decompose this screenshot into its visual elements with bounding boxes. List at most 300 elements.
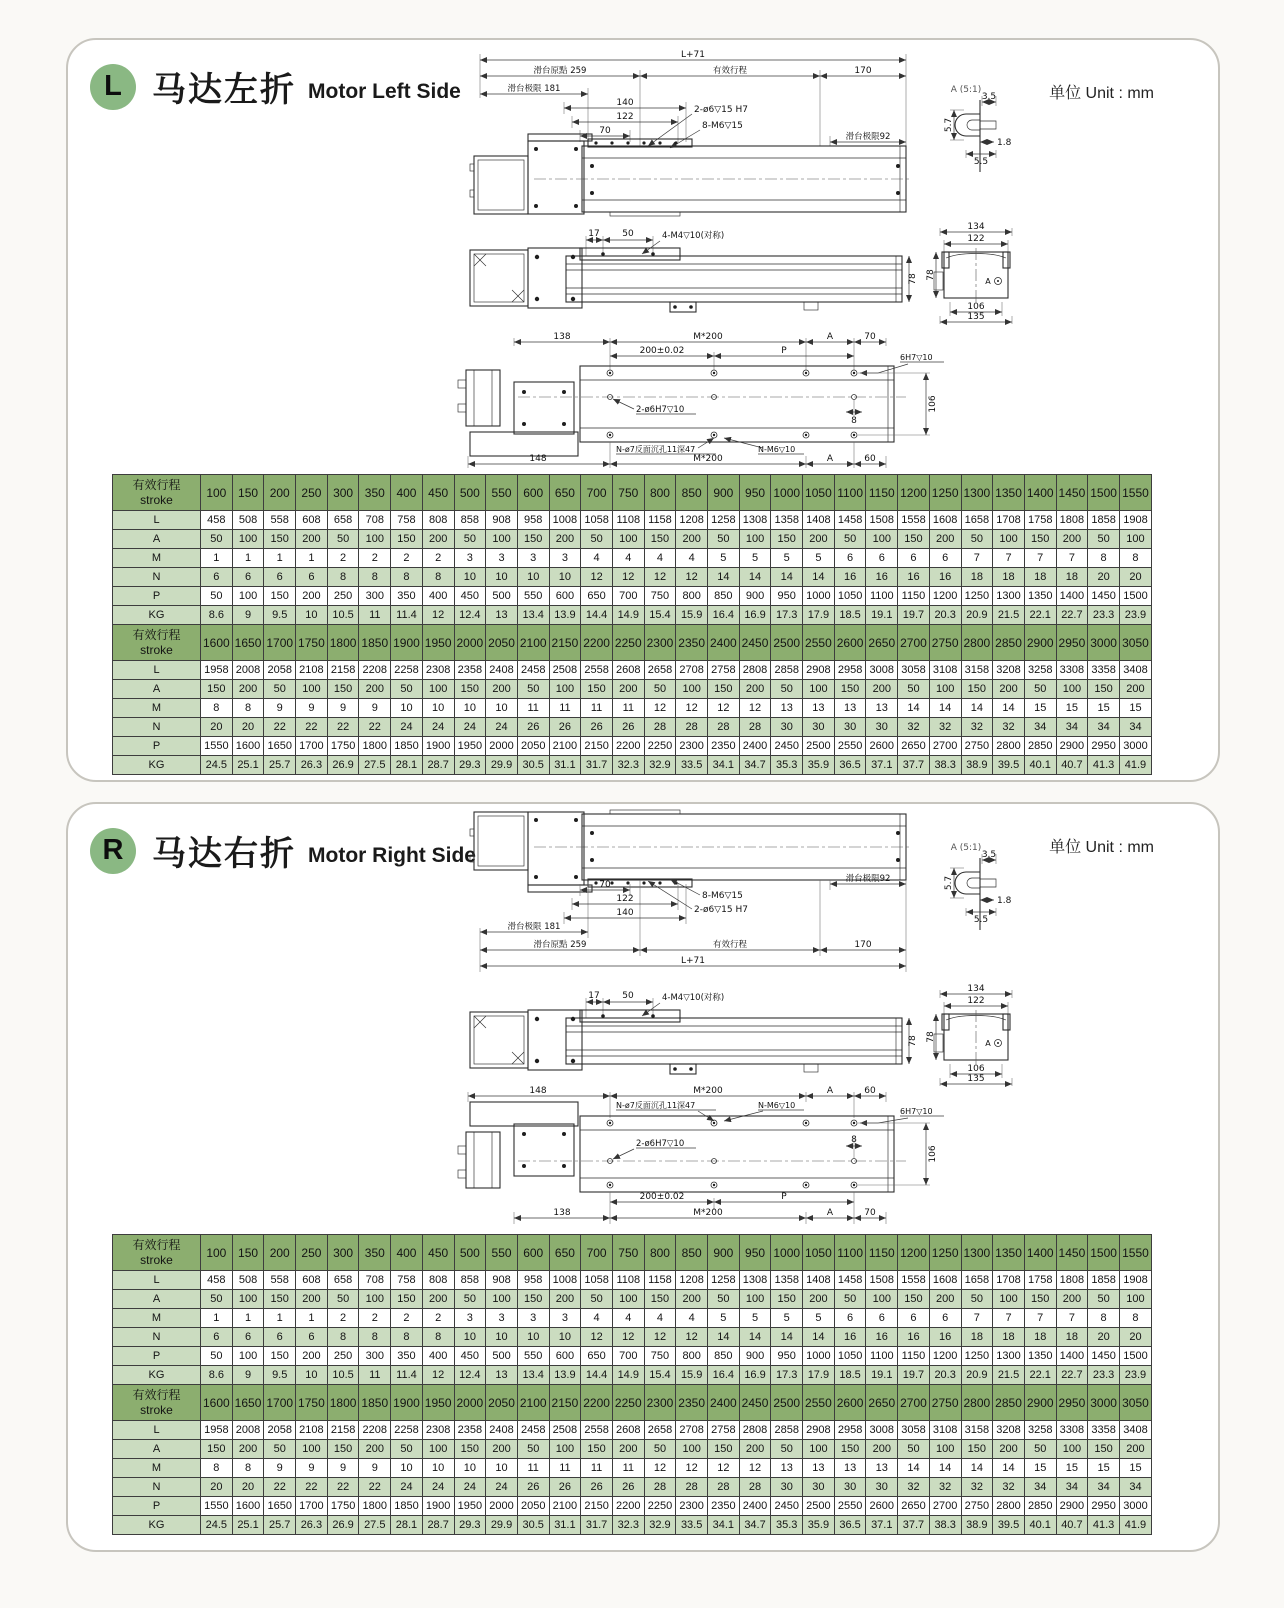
value-cell: 28 [708, 718, 740, 737]
stroke-value-cell: 2200 [581, 1385, 613, 1421]
value-cell: 24 [454, 1478, 486, 1497]
value-cell: 50 [708, 530, 740, 549]
value-cell: 30 [803, 718, 835, 737]
value-cell: 650 [581, 1347, 613, 1366]
value-cell: 24 [422, 1478, 454, 1497]
value-cell: 2850 [1024, 737, 1056, 756]
value-cell: 16 [866, 1328, 898, 1347]
value-cell: 28 [676, 1478, 708, 1497]
top-view-drawing [466, 986, 918, 1086]
value-cell: 4 [612, 1309, 644, 1328]
svg-text:138: 138 [553, 332, 571, 342]
value-cell: 2750 [961, 1497, 993, 1516]
spec-row-P [113, 587, 1152, 606]
section-badge: R [90, 828, 136, 874]
spec-row-P [113, 737, 1152, 756]
stroke-value-cell: 1050 [803, 475, 835, 511]
value-cell: 25.7 [264, 756, 296, 775]
svg-text:滑台极限 181: 滑台极限 181 [507, 922, 561, 932]
value-cell: 15.9 [676, 1366, 708, 1385]
stroke-value-cell: 2350 [676, 1385, 708, 1421]
value-cell: 34.1 [708, 1516, 740, 1535]
value-cell: 1200 [929, 587, 961, 606]
stroke-value-cell: 2000 [454, 625, 486, 661]
value-cell: 150 [898, 530, 930, 549]
value-cell: 20.9 [961, 606, 993, 625]
value-cell: 35.3 [771, 756, 803, 775]
section-header [90, 826, 476, 875]
value-cell: 39.5 [993, 756, 1025, 775]
value-cell: 2900 [1056, 737, 1088, 756]
value-cell: 2800 [993, 737, 1025, 756]
svg-text:滑台极限92: 滑台极限92 [845, 132, 891, 142]
section-badge: L [90, 64, 136, 110]
svg-text:滑台极限92: 滑台极限92 [845, 874, 891, 884]
value-cell: 7 [961, 1309, 993, 1328]
section-header [90, 62, 461, 111]
value-cell: 200 [676, 530, 708, 549]
svg-text:138: 138 [553, 1208, 571, 1218]
value-cell: 2700 [929, 1497, 961, 1516]
value-cell: 1600 [232, 1497, 264, 1516]
value-cell: 400 [422, 1347, 454, 1366]
svg-text:8-M6▽15: 8-M6▽15 [702, 891, 743, 901]
stroke-value-cell: 1650 [232, 1385, 264, 1421]
value-cell: 8 [1088, 549, 1120, 568]
value-cell: 38.3 [929, 1516, 961, 1535]
value-cell: 18 [1056, 1328, 1088, 1347]
value-cell: 1400 [1056, 1347, 1088, 1366]
value-cell: 41.9 [1119, 756, 1151, 775]
value-cell: 4 [581, 549, 613, 568]
value-cell: 21.5 [993, 606, 1025, 625]
value-cell: 8 [359, 568, 391, 587]
value-cell: 350 [391, 1347, 423, 1366]
value-cell: 10 [422, 1459, 454, 1478]
value-cell: 1 [201, 1309, 233, 1328]
value-cell: 2758 [708, 661, 740, 680]
value-cell: 20 [201, 1478, 233, 1497]
stroke-value-cell: 350 [359, 475, 391, 511]
value-cell: 150 [644, 530, 676, 549]
value-cell: 2450 [771, 1497, 803, 1516]
value-cell: 2 [327, 549, 359, 568]
value-cell: 6 [296, 1328, 328, 1347]
value-cell: 2308 [422, 661, 454, 680]
value-cell: 26 [612, 718, 644, 737]
value-cell: 150 [708, 1440, 740, 1459]
value-cell: 100 [296, 680, 328, 699]
value-cell: 200 [1056, 530, 1088, 549]
value-cell: 2058 [264, 661, 296, 680]
stroke-value-cell: 2050 [486, 625, 518, 661]
value-cell: 22 [327, 718, 359, 737]
row-label-cell: A [113, 1440, 201, 1459]
value-cell: 25.1 [232, 756, 264, 775]
value-cell: 1 [201, 549, 233, 568]
value-cell: 16 [866, 568, 898, 587]
value-cell: 958 [517, 1271, 549, 1290]
value-cell: 22 [359, 718, 391, 737]
spec-row-P [113, 1497, 1152, 1516]
value-cell: 100 [422, 680, 454, 699]
value-cell: 13 [771, 699, 803, 718]
value-cell: 558 [264, 1271, 296, 1290]
value-cell: 26 [549, 1478, 581, 1497]
stroke-value-cell: 1250 [929, 475, 961, 511]
value-cell: 20.9 [961, 1366, 993, 1385]
value-cell: 200 [296, 1290, 328, 1309]
value-cell: 26 [581, 1478, 613, 1497]
value-cell: 1808 [1056, 511, 1088, 530]
value-cell: 3058 [898, 661, 930, 680]
stroke-value-cell: 2250 [612, 1385, 644, 1421]
value-cell: 14 [898, 1459, 930, 1478]
value-cell: 9 [264, 1459, 296, 1478]
stroke-value-cell: 2500 [771, 1385, 803, 1421]
svg-text:P: P [781, 1192, 787, 1202]
stroke-value-cell: 3000 [1088, 1385, 1120, 1421]
value-cell: 1408 [803, 511, 835, 530]
value-cell: 2158 [327, 1421, 359, 1440]
value-cell: 3308 [1056, 661, 1088, 680]
value-cell: 200 [929, 1290, 961, 1309]
value-cell: 7 [993, 1309, 1025, 1328]
value-cell: 33.5 [676, 1516, 708, 1535]
stroke-value-cell: 2900 [1024, 1385, 1056, 1421]
stroke-value-cell: 150 [232, 475, 264, 511]
value-cell: 50 [898, 680, 930, 699]
value-cell: 2408 [486, 661, 518, 680]
svg-text:5.7: 5.7 [944, 875, 954, 891]
value-cell: 12 [676, 699, 708, 718]
panel-motor-right [66, 802, 1220, 1552]
value-cell: 26 [517, 1478, 549, 1497]
value-cell: 1850 [391, 737, 423, 756]
value-cell: 2808 [739, 661, 771, 680]
value-cell: 1458 [834, 1271, 866, 1290]
value-cell: 100 [612, 1290, 644, 1309]
value-cell: 100 [232, 1290, 264, 1309]
value-cell: 2258 [391, 661, 423, 680]
value-cell: 2508 [549, 1421, 581, 1440]
stroke-value-cell: 500 [454, 475, 486, 511]
value-cell: 17.3 [771, 606, 803, 625]
value-cell: 2200 [612, 737, 644, 756]
value-cell: 2658 [644, 661, 676, 680]
value-cell: 39.5 [993, 1516, 1025, 1535]
stroke-value-cell: 1800 [327, 625, 359, 661]
value-cell: 658 [327, 511, 359, 530]
value-cell: 22.1 [1024, 606, 1056, 625]
value-cell: 200 [612, 1440, 644, 1459]
value-cell: 19.7 [898, 1366, 930, 1385]
value-cell: 100 [803, 680, 835, 699]
value-cell: 34 [1088, 718, 1120, 737]
stroke-value-cell: 1350 [993, 1235, 1025, 1271]
svg-text:135: 135 [967, 312, 985, 322]
value-cell: 20 [232, 1478, 264, 1497]
value-cell: 400 [422, 587, 454, 606]
stroke-value-cell: 650 [549, 475, 581, 511]
value-cell: 3 [549, 1309, 581, 1328]
value-cell: 14 [803, 568, 835, 587]
value-cell: 1508 [866, 511, 898, 530]
value-cell: 3 [517, 549, 549, 568]
value-cell: 3208 [993, 1421, 1025, 1440]
stroke-value-cell: 700 [581, 475, 613, 511]
value-cell: 1208 [676, 511, 708, 530]
svg-text:70: 70 [599, 126, 611, 136]
value-cell: 8 [232, 699, 264, 718]
stroke-value-cell: 1250 [929, 1235, 961, 1271]
value-cell: 12 [644, 1459, 676, 1478]
value-cell: 16.4 [708, 1366, 740, 1385]
value-cell: 7 [961, 549, 993, 568]
value-cell: 100 [296, 1440, 328, 1459]
value-cell: 458 [201, 511, 233, 530]
value-cell: 1550 [201, 1497, 233, 1516]
stroke-value-cell: 850 [676, 475, 708, 511]
svg-text:5.5: 5.5 [973, 157, 989, 167]
value-cell: 20 [1088, 1328, 1120, 1347]
value-cell: 150 [264, 1347, 296, 1366]
value-cell: 13.4 [517, 1366, 549, 1385]
plan-view-drawing [458, 330, 958, 470]
value-cell: 100 [929, 680, 961, 699]
value-cell: 850 [708, 1347, 740, 1366]
value-cell: 600 [549, 587, 581, 606]
value-cell: 50 [708, 1290, 740, 1309]
value-cell: 15.4 [644, 606, 676, 625]
value-cell: 2458 [517, 661, 549, 680]
stroke-value-cell: 1400 [1024, 475, 1056, 511]
stroke-value-cell: 2400 [708, 625, 740, 661]
value-cell: 1108 [612, 511, 644, 530]
value-cell: 50 [264, 680, 296, 699]
value-cell: 958 [517, 511, 549, 530]
value-cell: 3408 [1119, 1421, 1151, 1440]
value-cell: 14 [739, 1328, 771, 1347]
value-cell: 11 [359, 606, 391, 625]
svg-text:148: 148 [529, 1086, 547, 1096]
value-cell: 12 [644, 699, 676, 718]
value-cell: 1300 [993, 1347, 1025, 1366]
stroke-value-cell: 250 [296, 1235, 328, 1271]
stroke-value-cell: 2800 [961, 625, 993, 661]
value-cell: 900 [739, 587, 771, 606]
stroke-value-cell: 1300 [961, 475, 993, 511]
value-cell: 18 [993, 568, 1025, 587]
value-cell: 16 [834, 1328, 866, 1347]
value-cell: 34 [1119, 718, 1151, 737]
value-cell: 7 [1024, 1309, 1056, 1328]
value-cell: 29.9 [486, 756, 518, 775]
svg-text:M*200: M*200 [693, 454, 723, 464]
svg-text:106: 106 [928, 395, 938, 413]
value-cell: 858 [454, 511, 486, 530]
stroke-value-cell: 2100 [517, 625, 549, 661]
value-cell: 2858 [771, 661, 803, 680]
value-cell: 600 [549, 1347, 581, 1366]
value-cell: 8 [1119, 1309, 1151, 1328]
spec-row-M [113, 699, 1152, 718]
value-cell: 50 [961, 530, 993, 549]
value-cell: 23.9 [1119, 606, 1151, 625]
value-cell: 6 [201, 1328, 233, 1347]
value-cell: 23.3 [1088, 606, 1120, 625]
value-cell: 9 [359, 1459, 391, 1478]
value-cell: 20.3 [929, 606, 961, 625]
svg-text:78: 78 [926, 269, 936, 281]
spec-row-KG [113, 1516, 1152, 1535]
stroke-value-cell: 2650 [866, 625, 898, 661]
svg-text:200±0.02: 200±0.02 [639, 1192, 685, 1202]
svg-text:60: 60 [864, 454, 876, 464]
value-cell: 37.7 [898, 1516, 930, 1535]
spec-row-A [113, 680, 1152, 699]
value-cell: 14 [961, 1459, 993, 1478]
value-cell: 28.7 [422, 756, 454, 775]
spec-row-KG [113, 1366, 1152, 1385]
value-cell: 32.9 [644, 1516, 676, 1535]
value-cell: 28.1 [391, 756, 423, 775]
value-cell: 850 [708, 587, 740, 606]
value-cell: 19.7 [898, 606, 930, 625]
value-cell: 30.5 [517, 756, 549, 775]
svg-text:滑台原點 259: 滑台原點 259 [533, 66, 587, 76]
svg-text:N-ø7反面沉孔11深47: N-ø7反面沉孔11深47 [616, 445, 696, 454]
value-cell: 16 [929, 568, 961, 587]
value-cell: 800 [676, 1347, 708, 1366]
stroke-value-cell: 1650 [232, 625, 264, 661]
value-cell: 200 [359, 680, 391, 699]
value-cell: 4 [644, 549, 676, 568]
stroke-value-cell: 1800 [327, 1385, 359, 1421]
value-cell: 2050 [517, 737, 549, 756]
value-cell: 8.6 [201, 1366, 233, 1385]
svg-text:L+71: L+71 [680, 50, 706, 60]
value-cell: 14 [961, 699, 993, 718]
value-cell: 2358 [454, 1421, 486, 1440]
value-cell: 1758 [1024, 511, 1056, 530]
value-cell: 14 [771, 1328, 803, 1347]
value-cell: 150 [708, 680, 740, 699]
value-cell: 32 [961, 718, 993, 737]
value-cell: 34 [1119, 1478, 1151, 1497]
value-cell: 36.5 [834, 756, 866, 775]
value-cell: 10 [549, 1328, 581, 1347]
value-cell: 8 [422, 1328, 454, 1347]
stroke-value-cell: 2700 [898, 1385, 930, 1421]
svg-text:134: 134 [967, 984, 985, 994]
value-cell: 9 [327, 1459, 359, 1478]
value-cell: 10 [296, 1366, 328, 1385]
value-cell: 200 [549, 530, 581, 549]
value-cell: 15 [1024, 1459, 1056, 1478]
stroke-value-cell: 2550 [803, 1385, 835, 1421]
value-cell: 28 [739, 718, 771, 737]
value-cell: 50 [581, 1290, 613, 1309]
stroke-value-cell: 350 [359, 1235, 391, 1271]
value-cell: 100 [232, 587, 264, 606]
value-cell: 8 [1119, 549, 1151, 568]
value-cell: 18 [961, 1328, 993, 1347]
spec-row-KG [113, 606, 1152, 625]
svg-text:135: 135 [967, 1074, 985, 1084]
value-cell: 2 [327, 1309, 359, 1328]
value-cell: 16 [929, 1328, 961, 1347]
value-cell: 3108 [929, 661, 961, 680]
stroke-value-cell: 2000 [454, 1385, 486, 1421]
section-title-en: Motor Right Side [308, 843, 476, 867]
svg-text:3.5: 3.5 [981, 850, 997, 860]
svg-text:122: 122 [616, 894, 634, 904]
value-cell: 150 [454, 680, 486, 699]
value-cell: 37.1 [866, 756, 898, 775]
value-cell: 2208 [359, 1421, 391, 1440]
value-cell: 150 [264, 530, 296, 549]
stroke-value-cell: 1900 [391, 625, 423, 661]
value-cell: 900 [739, 1347, 771, 1366]
spec-row-A [113, 530, 1152, 549]
value-cell: 1150 [898, 1347, 930, 1366]
stroke-value-cell: 1150 [866, 475, 898, 511]
value-cell: 1 [232, 549, 264, 568]
stroke-header-cell: 有效行程 stroke [113, 475, 201, 511]
value-cell: 18.5 [834, 606, 866, 625]
value-cell: 13 [803, 1459, 835, 1478]
svg-text:A: A [985, 1039, 991, 1048]
value-cell: 750 [644, 587, 676, 606]
value-cell: 13 [486, 1366, 518, 1385]
value-cell: 2008 [232, 661, 264, 680]
stroke-value-cell: 2750 [929, 625, 961, 661]
svg-text:N-ø7反面沉孔11深47: N-ø7反面沉孔11深47 [616, 1101, 696, 1110]
value-cell: 12 [739, 699, 771, 718]
value-cell: 50 [961, 1290, 993, 1309]
value-cell: 3 [486, 549, 518, 568]
value-cell: 27.5 [359, 1516, 391, 1535]
stroke-value-cell: 2550 [803, 625, 835, 661]
value-cell: 100 [993, 530, 1025, 549]
stroke-value-cell: 300 [327, 1235, 359, 1271]
spec-row-N [113, 1478, 1152, 1497]
stroke-value-cell: 2150 [549, 625, 581, 661]
value-cell: 20 [1119, 1328, 1151, 1347]
value-cell: 18.5 [834, 1366, 866, 1385]
value-cell: 100 [232, 530, 264, 549]
value-cell: 24 [454, 718, 486, 737]
spec-row-L [113, 1271, 1152, 1290]
value-cell: 1758 [1024, 1271, 1056, 1290]
value-cell: 2400 [739, 1497, 771, 1516]
value-cell: 36.5 [834, 1516, 866, 1535]
value-cell: 20 [232, 718, 264, 737]
value-cell: 17.9 [803, 606, 835, 625]
spec-table [112, 474, 1152, 775]
value-cell: 1100 [866, 1347, 898, 1366]
value-cell: 5 [771, 1309, 803, 1328]
stroke-value-cell: 1200 [898, 1235, 930, 1271]
value-cell: 50 [454, 530, 486, 549]
value-cell: 15 [1056, 699, 1088, 718]
value-cell: 6 [898, 549, 930, 568]
value-cell: 758 [391, 1271, 423, 1290]
stroke-header-cell: 有效行程 stroke [113, 1235, 201, 1271]
value-cell: 4 [676, 1309, 708, 1328]
value-cell: 12 [612, 1328, 644, 1347]
